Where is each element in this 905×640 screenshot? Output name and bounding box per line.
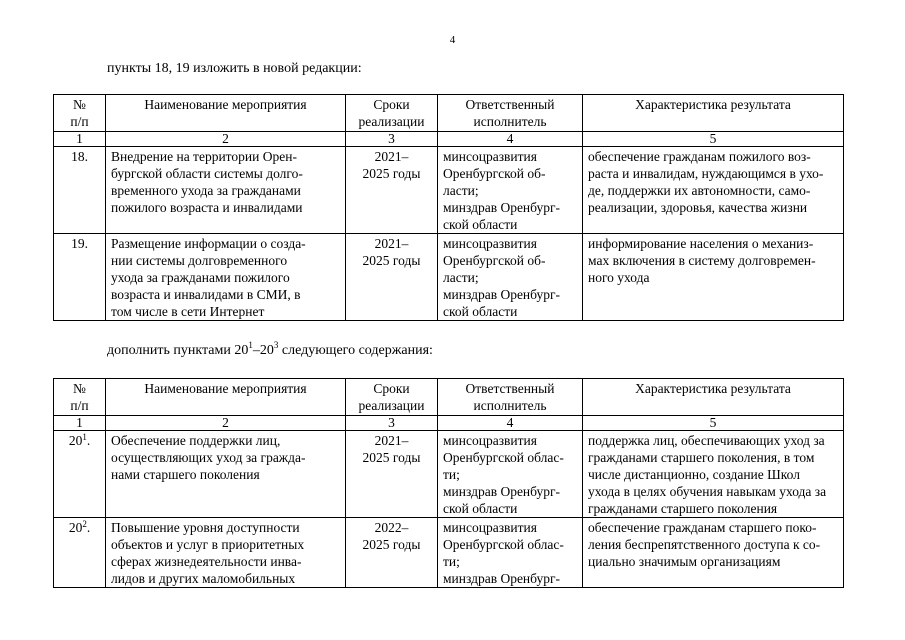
header-term: Сроки реализации	[346, 379, 438, 416]
measure-responsible: минсоцразвития Оренбургской об- ласти; минздрав Оренбург- ской области	[438, 147, 583, 234]
table-row	[54, 234, 844, 321]
row-number-superscript: 1	[82, 432, 87, 442]
header-result: Характеристика результата	[583, 379, 844, 416]
intro2-superscript-2: 3	[273, 340, 279, 350]
measure-term: 2022– 2025 годы	[346, 518, 438, 588]
row-number-base: 20	[68, 433, 83, 448]
column-number: 5	[583, 132, 844, 147]
measures-table-1	[53, 94, 844, 321]
header-no: № п/п	[54, 95, 106, 132]
row-number	[54, 431, 106, 518]
header-responsible: Ответственный исполнитель	[438, 95, 583, 132]
measure-result: информирование населения о механиз- мах включения в систему долговремен- ного ухода	[583, 234, 844, 321]
table-row	[54, 431, 844, 518]
row-number-base: 20	[68, 520, 83, 535]
column-number-row	[54, 132, 844, 147]
row-number: 18.	[54, 147, 106, 234]
row-number-superscript: 2	[82, 519, 87, 529]
header-result: Характеристика результата	[583, 95, 844, 132]
column-number: 3	[346, 416, 438, 431]
row-number	[54, 518, 106, 588]
header-no: № п/п	[54, 379, 106, 416]
measure-responsible: минсоцразвития Оренбургской об- ласти; минздрав Оренбург- ской области	[438, 234, 583, 321]
table-row	[54, 147, 844, 234]
column-number: 2	[106, 416, 346, 431]
row-number-suffix: .	[86, 433, 91, 448]
measures-table-2	[53, 378, 844, 588]
table-header-row	[54, 379, 844, 416]
measure-name: Внедрение на территории Орен- бургской области системы долго- временного ухода за гражданами пожилого возраста и инвалидами	[106, 147, 346, 234]
measure-responsible: минсоцразвития Оренбургской облас- ти; минздрав Оренбург-	[438, 518, 583, 588]
intro2-text-before: дополнить пунктами 20	[107, 343, 249, 358]
column-number-row	[54, 416, 844, 431]
measure-term: 2021– 2025 годы	[346, 234, 438, 321]
measure-term: 2021– 2025 годы	[346, 431, 438, 518]
column-number: 3	[346, 132, 438, 147]
header-term: Сроки реализации	[346, 95, 438, 132]
header-responsible: Ответственный исполнитель	[438, 379, 583, 416]
column-number: 5	[583, 416, 844, 431]
header-name: Наименование мероприятия	[106, 95, 346, 132]
row-number-suffix: .	[86, 520, 91, 535]
column-number: 1	[54, 132, 106, 147]
intro2-text-after: следующего содержания:	[278, 343, 433, 358]
measure-name: Размещение информации о созда- нии системы долговременного ухода за гражданами пожилого возраста и инвалидами в СМИ, в том числе в сети Интернет	[106, 234, 346, 321]
intro-paragraph-2	[107, 340, 433, 359]
intro2-superscript-1: 1	[248, 340, 253, 350]
measure-term: 2021– 2025 годы	[346, 147, 438, 234]
column-number: 4	[438, 416, 583, 431]
measure-name: Обеспечение поддержки лиц, осуществляющих уход за гражда- нами старшего поколения	[106, 431, 346, 518]
measure-result: обеспечение гражданам пожилого воз- раста и инвалидам, нуждающимся в ухо- де, поддержки их автономности, само- реализации, здоровья, качества жизни	[583, 147, 844, 234]
intro-paragraph-1: пункты 18, 19 изложить в новой редакции:	[107, 61, 362, 76]
measure-responsible: минсоцразвития Оренбургской облас- ти; минздрав Оренбург- ской области	[438, 431, 583, 518]
table-header-row	[54, 95, 844, 132]
column-number: 4	[438, 132, 583, 147]
measure-result: обеспечение гражданам старшего поко- ления беспрепятственного доступа к со- циально значимым организациям	[583, 518, 844, 588]
column-number: 2	[106, 132, 346, 147]
header-name: Наименование мероприятия	[106, 379, 346, 416]
table-row	[54, 518, 844, 588]
measure-name: Повышение уровня доступности объектов и услуг в приоритетных сферах жизнедеятельности инва- лидов и других маломобильных	[106, 518, 346, 588]
measure-result: поддержка лиц, обеспечивающих уход за гражданами старшего поколения, в том числе дистанционно, создание Школ ухода в целях обучения навыкам ухода за гражданами старшего поколения	[583, 431, 844, 518]
row-number: 19.	[54, 234, 106, 321]
column-number: 1	[54, 416, 106, 431]
page-number: 4	[449, 34, 456, 46]
intro2-text-middle: –20	[252, 343, 274, 358]
